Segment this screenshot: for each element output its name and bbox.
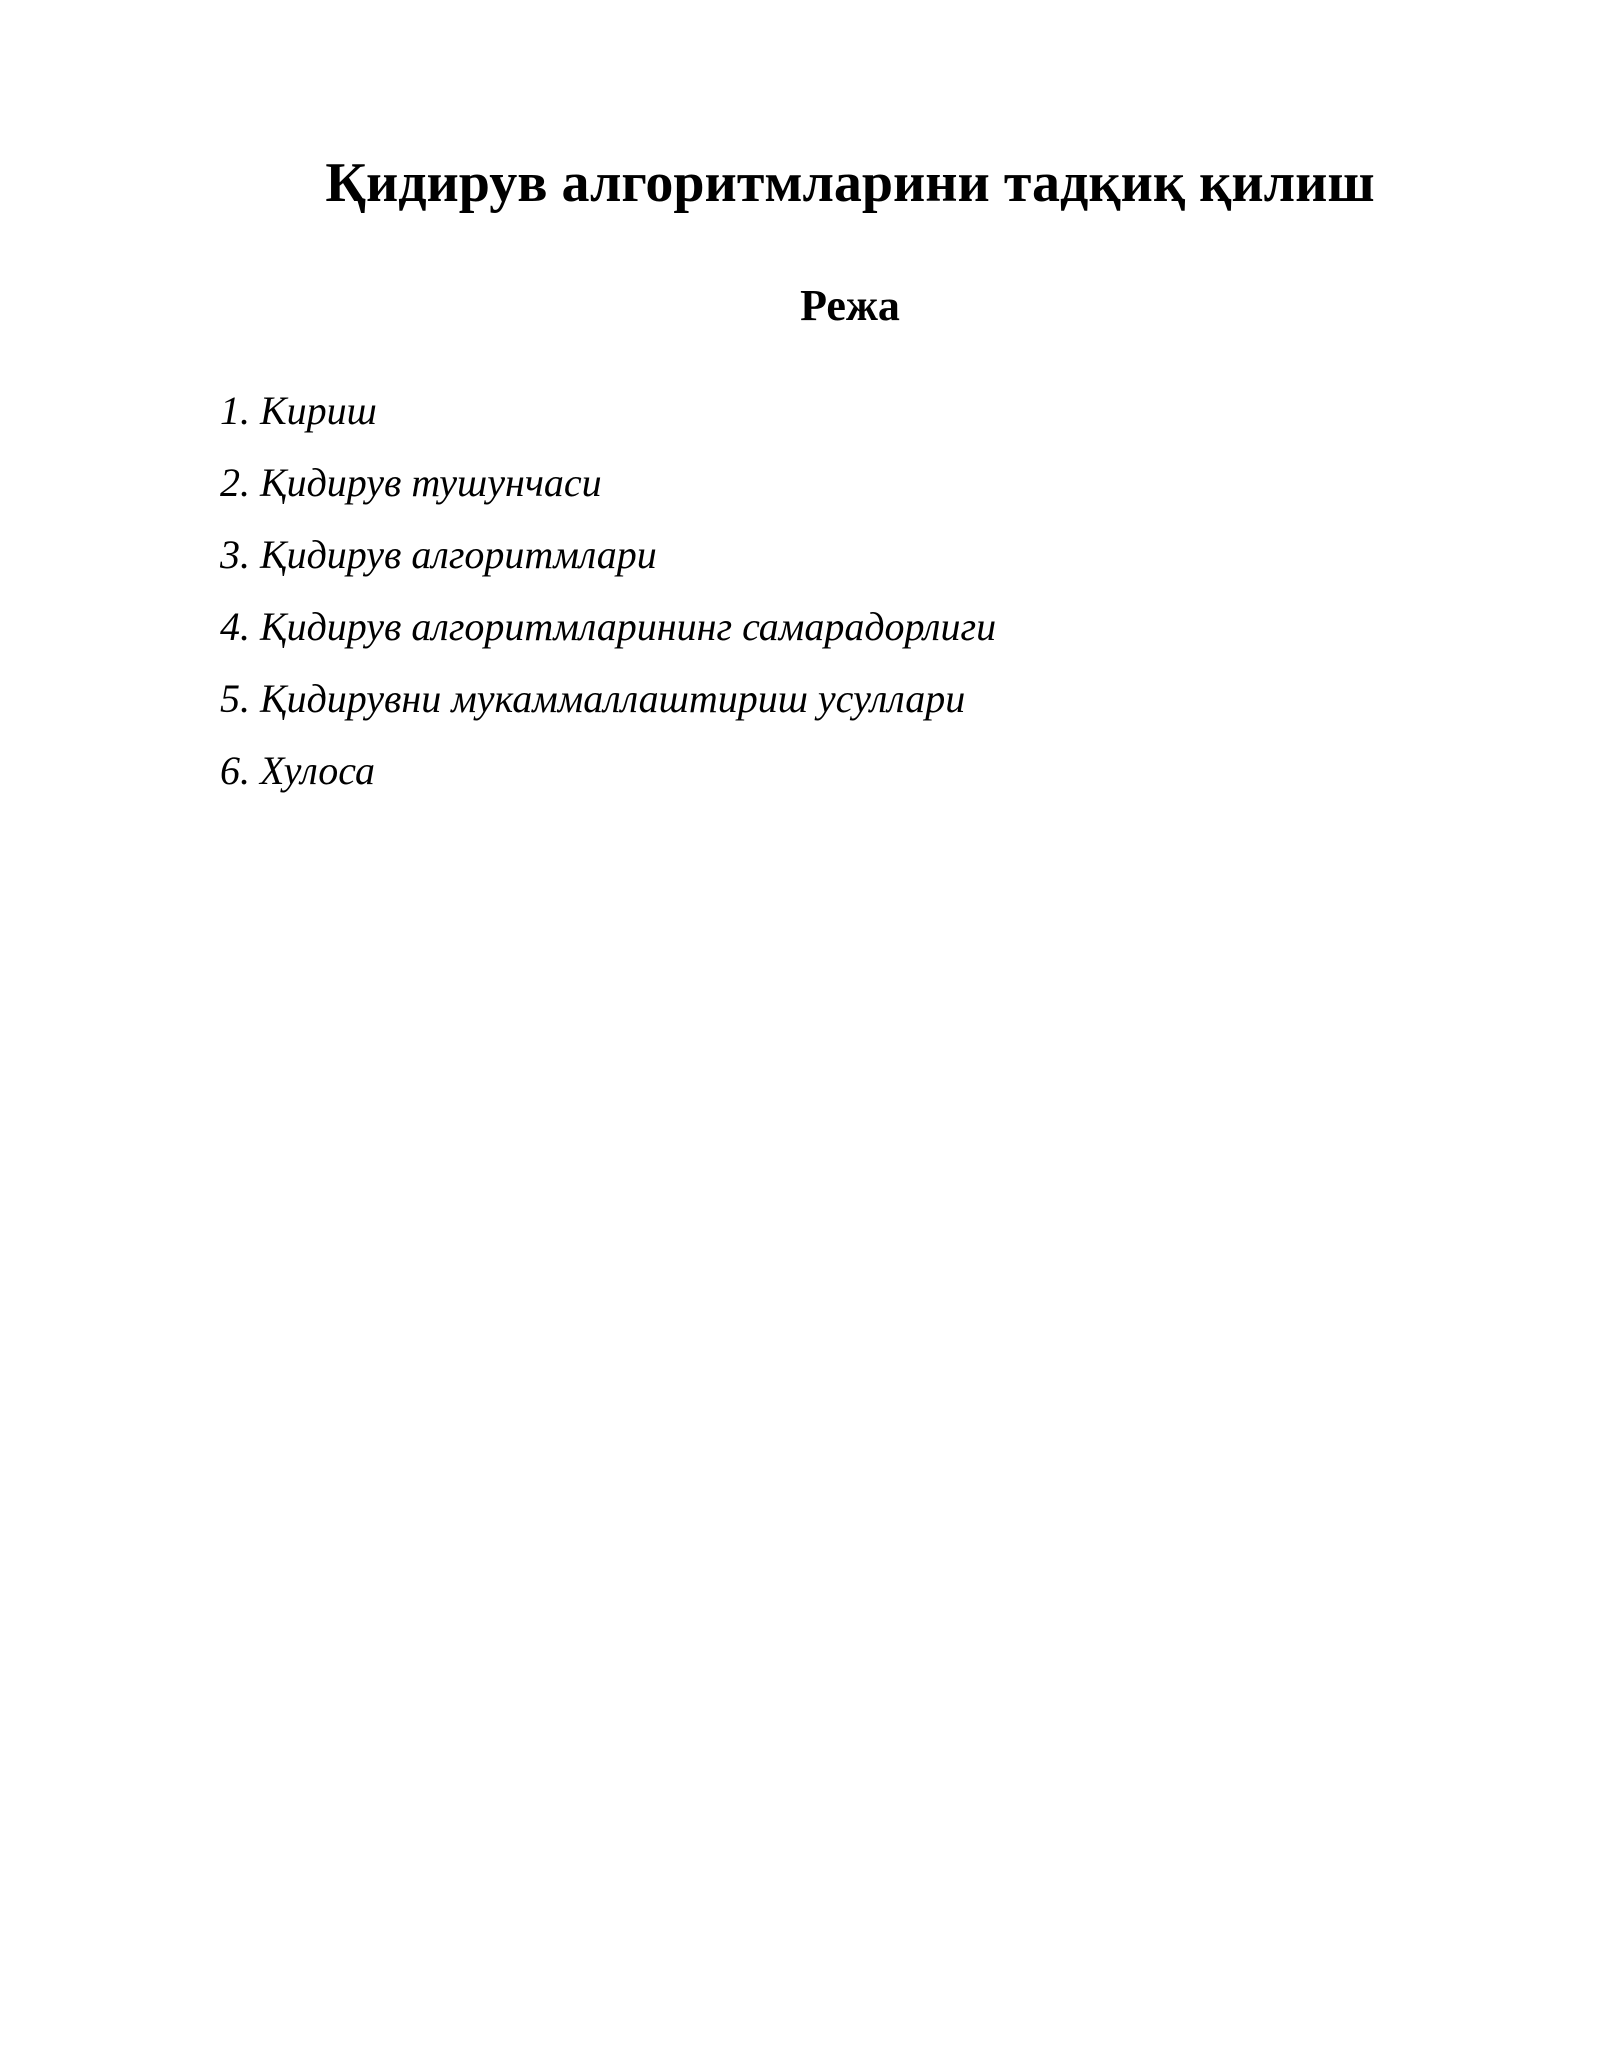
plan-item-number: 6.	[220, 748, 250, 793]
plan-item-text: Қидирувни мукаммаллаштириш усуллари	[260, 676, 966, 721]
plan-item-text: Хулоса	[260, 748, 375, 793]
plan-item-text: Қидирув алгоритмлари	[260, 532, 657, 577]
plan-item	[220, 457, 996, 529]
page-title: Қидирув алгоритмларини тадқиқ қилиш	[325, 152, 1375, 214]
plan-item-number: 3.	[220, 532, 250, 577]
plan-item-number: 4.	[220, 604, 250, 649]
plan-item	[220, 745, 996, 817]
plan-list	[220, 385, 996, 817]
plan-item-text: Қидирув алгоритмларининг самарадорлиги	[260, 604, 997, 649]
plan-heading: Режа	[800, 281, 900, 330]
plan-item	[220, 673, 996, 745]
plan-item-text: Кириш	[260, 388, 377, 433]
plan-item-number: 1.	[220, 388, 250, 433]
plan-item	[220, 601, 996, 673]
plan-item	[220, 529, 996, 601]
plan-item-text: Қидирув тушунчаси	[260, 460, 602, 505]
plan-item-number: 5.	[220, 676, 250, 721]
plan-item	[220, 385, 996, 457]
plan-item-number: 2.	[220, 460, 250, 505]
